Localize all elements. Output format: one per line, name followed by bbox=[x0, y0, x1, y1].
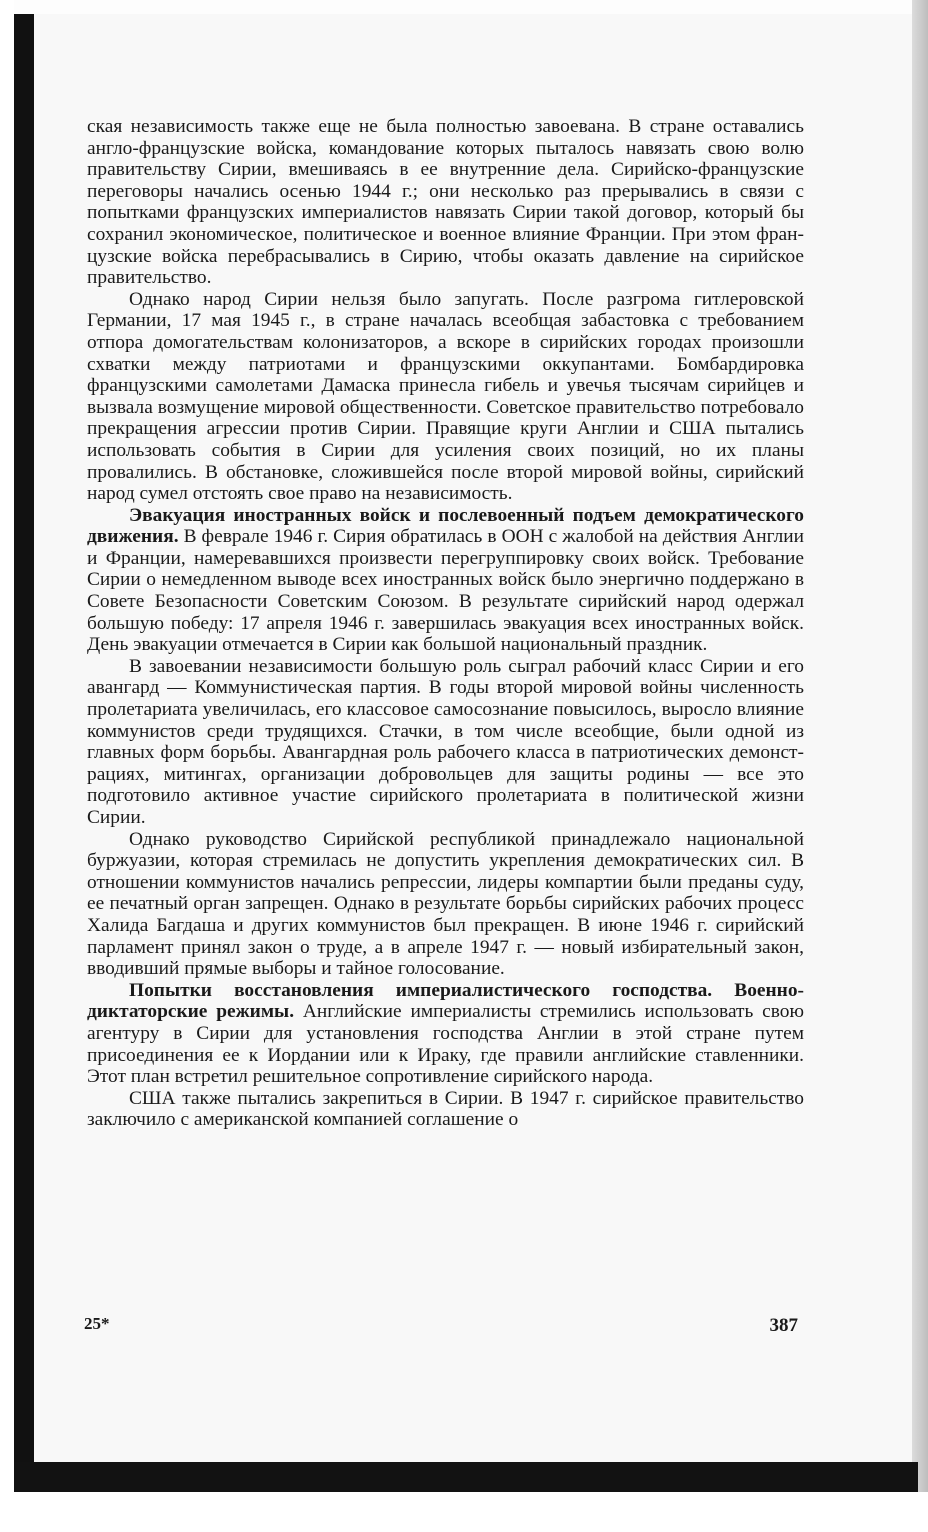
paragraph-7 bbox=[87, 1088, 804, 1131]
signature-mark: 25* bbox=[84, 1314, 110, 1333]
paragraph-text: Английские империалисты стремились использовать свою агентуру в Сирии для установления господства Англии в этой стране путем присоединения ее к Иордании или к Ираку, где правили английские ставленники. Этот план встретил решительное сопротивление сирийского народа. bbox=[87, 1001, 804, 1088]
section-heading: Попытки восстановления империалистического господства. Военно-диктаторские режимы. bbox=[87, 979, 804, 1023]
paragraph-text: США также пытались закрепиться в Сирии. В 1947 г. сирийское правительство заключило с американской компанией соглашение о bbox=[87, 1087, 804, 1131]
paragraph-text: В завоевании независимости большую роль сыграл рабочий класс Сирии и его авангард — Коммунистическая партия. В годы второй мировой войны численность пролетариата увеличилась, его классовое самосознание повысилось, выросло влияние коммунистов среди трудящихся. Стачки, в том числе всеобщие, были одной из главных форм борьбы. Авангардная роль рабочего класса в патриотических демонстрациях, митингах, организации добровольцев для защиты родины — все это подготовило активное участие сирийского пролетариата в политической жизни Сирии. bbox=[87, 655, 804, 828]
paragraph-text: ская независимость также еще не была полностью завоевана. В стране оставались англо-французские войска, командование которых пыталось навязать свою волю правительству Сирии, вмешиваясь в ее внутренние дела. Сирийско-французские переговоры начались осенью 1944 г.; они несколько раз прерывались в связи с попытками французских империалистов навязать Сирии такой договор, который бы сохранил экономическое, политическое и военное влияние Франции. При этом французские войска перебрасывались в Сирию, чтобы оказать давление на сирийское правительство. bbox=[87, 116, 804, 289]
paragraph-4 bbox=[87, 656, 804, 829]
paragraph-3 bbox=[87, 505, 804, 656]
page-number: 387 bbox=[769, 1315, 798, 1336]
binding-shadow bbox=[14, 14, 34, 1489]
paragraph-2 bbox=[87, 289, 804, 505]
section-heading: Эвакуация иностранных войск и послевоенный подъем демократического движения. bbox=[87, 504, 804, 548]
paragraph-text: В феврале 1946 г. Сирия обратилась в ООН с жалобой на действия Англии и Франции, намеревавшихся произвести перегруппировку своих войск. Требование Сирии о немедленном выводе всех иностранных войск было энергично поддержано в Совете Безопасности Советским Союзом. В результате сирийский народ одержал большую победу: 17 апреля 1946 г. завершилась эвакуация всех иностранных войск. День эвакуации отмечается в Сирии как большой национальный праздник. bbox=[87, 526, 804, 656]
paragraph-5 bbox=[87, 829, 804, 980]
paragraph-text: Однако руководство Сирийской республикой принадлежало национальной буржуазии, которая стремилась не допустить укрепления демократических сил. В отношении коммунистов начались репрессии, лидеры компартии были преданы суду, ее печатный орган запрещен. Однако в результате борьбы сирийских рабочих процесс Халида Багдаша и других коммунистов был прекращен. В июне 1946 г. сирийский парламент принял закон о труде, а в апреле 1947 г. — новый избирательный закон, вводивший прямые выборы и тайное голосование. bbox=[87, 828, 804, 980]
scan-bottom-margin bbox=[0, 1492, 928, 1532]
bottom-shadow bbox=[14, 1462, 918, 1492]
paragraph-1 bbox=[87, 116, 804, 289]
paragraph-6 bbox=[87, 980, 804, 1088]
scan-right-margin bbox=[912, 0, 928, 1532]
scan-left-margin bbox=[0, 0, 14, 1532]
body-text bbox=[87, 116, 804, 1131]
paragraph-text: Однако народ Сирии нельзя было запугать. После разгрома гитлеровской Германии, 17 мая 1945 г., в стране началась всеобщая забастовка с требованием отпора домогательствам колонизаторов, а вскоре в сирийских городах произошли схватки между патриотами и французскими оккупантами. Бомбардировка французскими самолетами Дамаска принесла гибель и увечья тысячам сирийцев и вызвала возмущение мировой общественности. Советское правительство потребовало прекращения агрессии против Сирии. Правящие круги Англии и США пытались использовать события в Сирии для усиления своих позиций, но их планы провалились. В обстановке, сложившейся после второй мировой войны, сирийский народ сумел отстоять свое право на независимость. bbox=[87, 288, 804, 505]
